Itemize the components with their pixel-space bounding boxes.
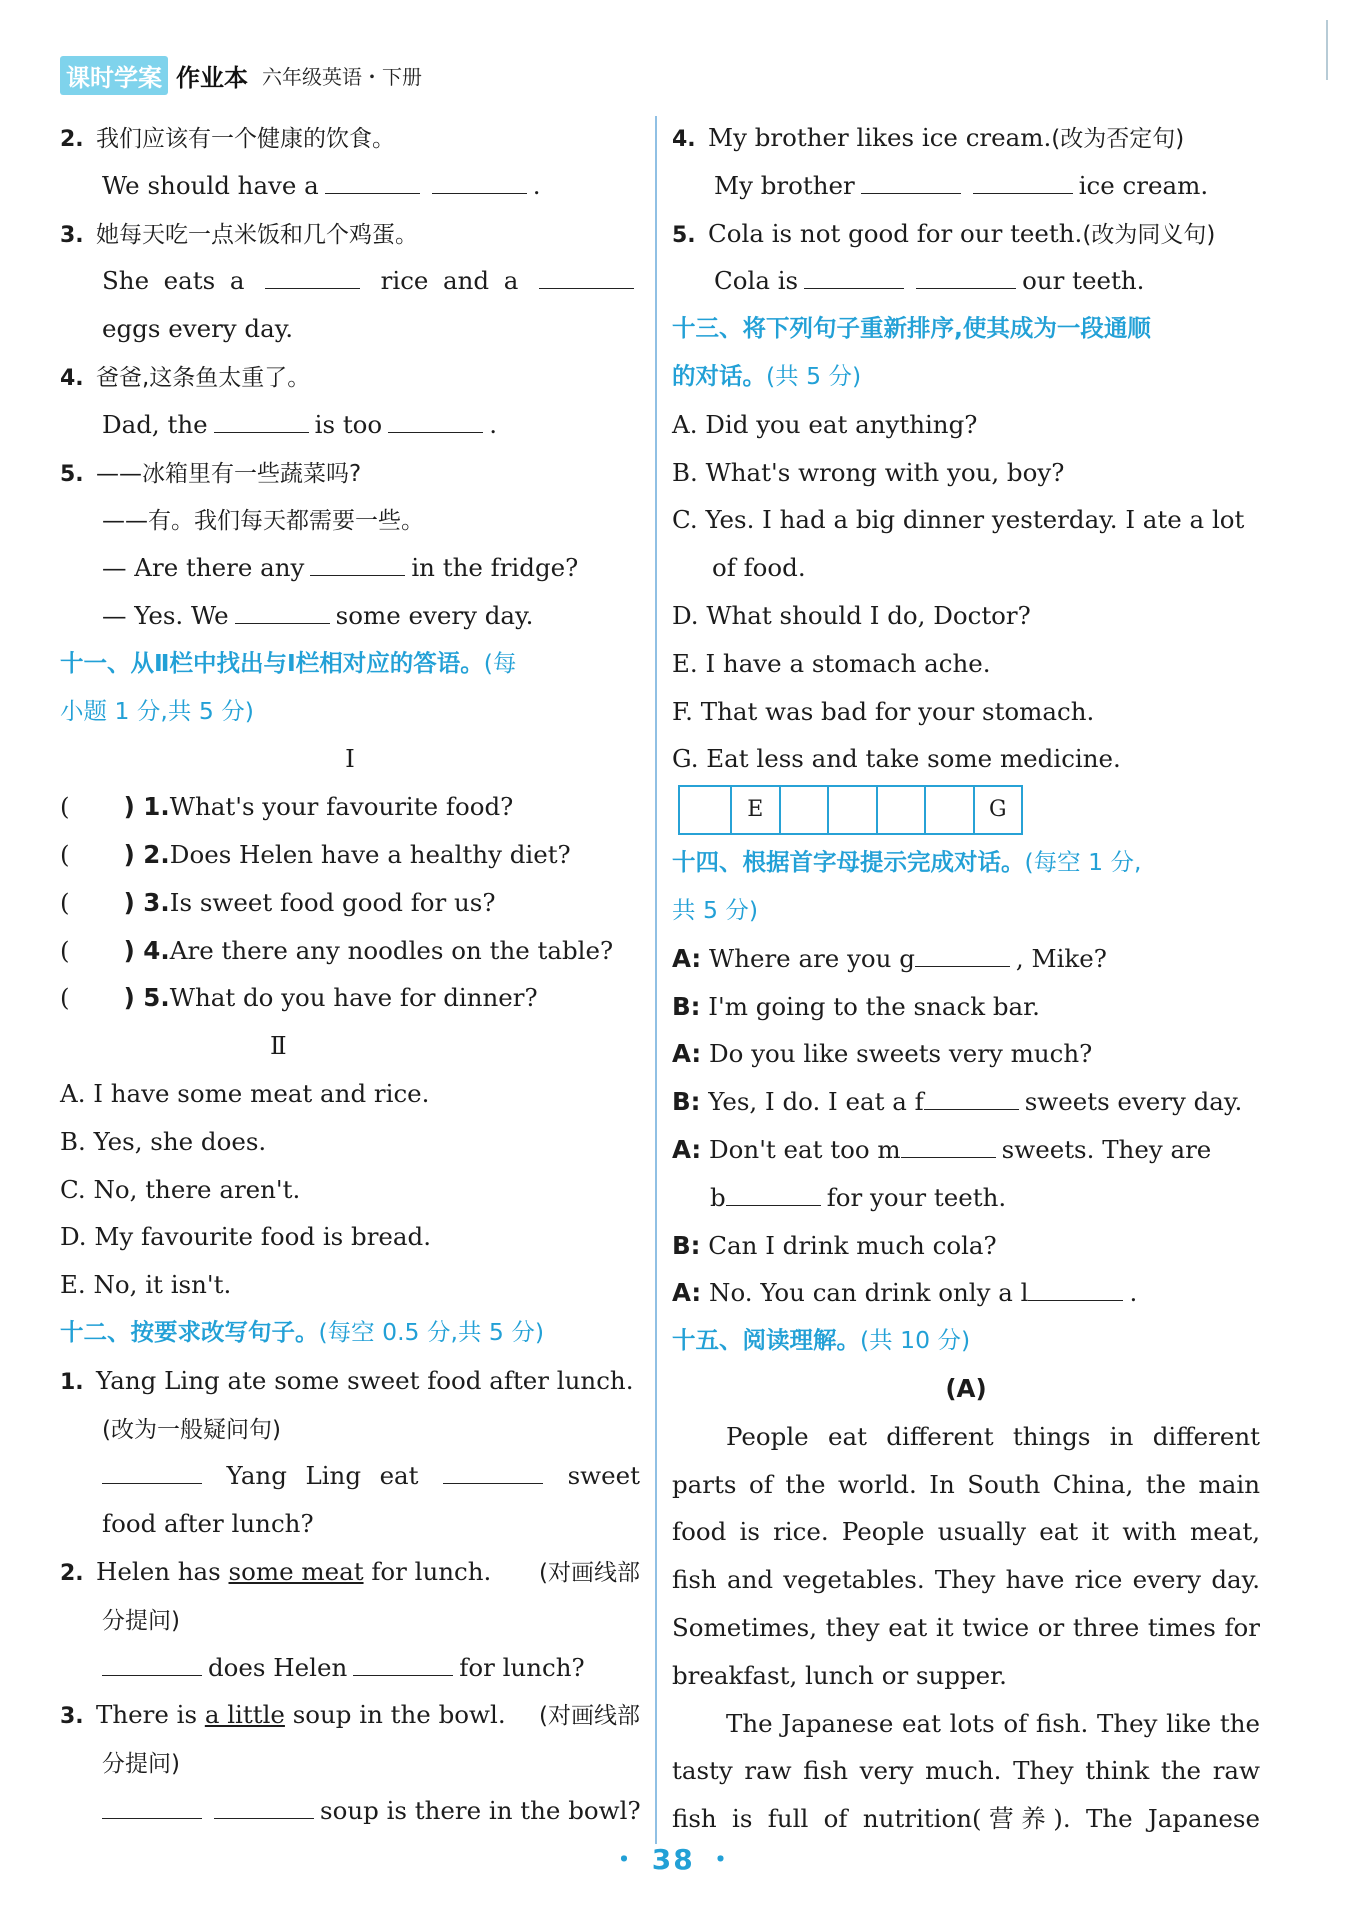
passage-line: fish is full of nutrition(营养). The Japanese bbox=[672, 1804, 1260, 1834]
answer-line: — Yes. We some every day. bbox=[102, 600, 534, 630]
dialogue-line: B: Yes, I do. I eat a f sweets every day. bbox=[672, 1087, 1243, 1117]
answer-line: eggs every day. bbox=[102, 314, 294, 344]
grade-label: 六年级英语・下册 bbox=[262, 64, 422, 89]
passage-line: The Japanese eat lots of fish. They like the bbox=[726, 1708, 1260, 1738]
right-column bbox=[672, 114, 1260, 1843]
answer-blank[interactable] bbox=[915, 965, 1010, 967]
question-line: 3. 她每天吃一点米饭和几个鸡蛋。 bbox=[60, 221, 418, 248]
match-item: ( ) 2. Does Helen have a healthy diet? bbox=[60, 839, 571, 869]
section-heading: 十三、将下列句子重新排序,使其成为一段通顺 bbox=[672, 314, 1151, 343]
match-item: ( ) 4. Are there any noodles on the table? bbox=[60, 935, 614, 965]
answer-line: My brother ice cream. bbox=[714, 170, 1209, 200]
section-heading: 的对话。(共 5 分) bbox=[672, 361, 862, 390]
answer-blank[interactable] bbox=[310, 574, 405, 576]
answer-blank[interactable] bbox=[102, 1482, 202, 1484]
answer-blank[interactable] bbox=[804, 287, 904, 289]
answer-blank[interactable] bbox=[214, 431, 309, 433]
answer-option: A. I have some meat and rice. bbox=[60, 1078, 430, 1108]
answer-blank[interactable] bbox=[102, 1817, 202, 1819]
dialogue-sentence: E. I have a stomach ache. bbox=[672, 648, 991, 678]
left-column bbox=[60, 114, 640, 1835]
brand-label: 课时学案 bbox=[60, 56, 168, 95]
answer-line: Cola is our teeth. bbox=[714, 266, 1145, 296]
match-item: ( ) 3. Is sweet food good for us? bbox=[60, 887, 496, 917]
section-heading: 十四、根据首字母提示完成对话。(每空 1 分, bbox=[672, 848, 1142, 877]
dialogue-line: B: I'm going to the snack bar. bbox=[672, 991, 1040, 1021]
passage-line: parts of the world. In South China, the main bbox=[672, 1469, 1260, 1499]
answer-line: does Helen for lunch? bbox=[60, 1644, 640, 1692]
answer-line: — Are there any in the fridge? bbox=[102, 553, 579, 583]
dialogue-line: B: Can I drink much cola? bbox=[672, 1230, 997, 1260]
question-line: 4. 爸爸,这条鱼太重了。 bbox=[60, 364, 311, 391]
order-cell[interactable] bbox=[678, 785, 732, 835]
order-cell[interactable] bbox=[781, 785, 830, 835]
answer-blank[interactable] bbox=[235, 622, 330, 624]
column-label: I bbox=[345, 744, 355, 774]
column-divider bbox=[655, 116, 657, 1844]
dialogue-sentence: D. What should I do, Doctor? bbox=[672, 600, 1031, 630]
question-line: 1. Yang Ling ate some sweet food after lunch. bbox=[60, 1365, 634, 1395]
section-heading: 十一、从Ⅱ栏中找出与Ⅰ栏相对应的答语。(每 bbox=[60, 648, 517, 677]
question-line: 5. Cola is not good for our teeth.(改为同义句) bbox=[672, 218, 1216, 248]
answer-line: We should have a . bbox=[102, 170, 541, 200]
section-heading: 共 5 分) bbox=[672, 895, 759, 924]
answer-blank[interactable] bbox=[325, 192, 420, 194]
passage-line: People eat different things in different bbox=[726, 1421, 1260, 1451]
dialogue-sentence: of food. bbox=[712, 553, 806, 583]
answer-line: Dad, the is too . bbox=[102, 409, 497, 439]
answer-blank[interactable] bbox=[973, 192, 1073, 194]
dialogue-sentence: G. Eat less and take some medicine. bbox=[672, 744, 1121, 774]
answer-option: D. My favourite food is bread. bbox=[60, 1222, 431, 1252]
answer-blank[interactable] bbox=[901, 1156, 996, 1158]
dialogue-sentence: A. Did you eat anything? bbox=[672, 409, 978, 439]
answer-option: C. No, there aren't. bbox=[60, 1174, 301, 1204]
passage-line: breakfast, lunch or supper. bbox=[672, 1660, 1007, 1690]
answer-blank[interactable] bbox=[539, 287, 634, 289]
question-line: (改为一般疑问句) bbox=[102, 1416, 281, 1443]
answer-blank[interactable] bbox=[388, 431, 483, 433]
order-cell[interactable] bbox=[878, 785, 927, 835]
answer-option: E. No, it isn't. bbox=[60, 1270, 232, 1300]
answer-blank[interactable] bbox=[924, 1108, 1019, 1110]
match-item: ( ) 1. What's your favourite food? bbox=[60, 792, 514, 822]
question-line: 分提问) bbox=[102, 1751, 180, 1778]
order-cell[interactable] bbox=[829, 785, 878, 835]
order-cell[interactable]: E bbox=[732, 785, 781, 835]
answer-line: food after lunch? bbox=[102, 1509, 314, 1539]
question-line: 5. ——冰箱里有一些蔬菜吗? bbox=[60, 460, 362, 487]
dialogue-sentence: B. What's wrong with you, boy? bbox=[672, 457, 1065, 487]
answer-slot[interactable] bbox=[76, 910, 118, 911]
question-line: 2. 我们应该有一个健康的饮食。 bbox=[60, 126, 395, 152]
answer-blank[interactable] bbox=[353, 1674, 453, 1676]
section-heading: 十五、阅读理解。(共 10 分) bbox=[672, 1326, 971, 1355]
column-label: Ⅱ bbox=[270, 1031, 287, 1061]
dialogue-line: A: Where are you g , Mike? bbox=[672, 943, 1107, 973]
dialogue-sentence: F. That was bad for your stomach. bbox=[672, 696, 1095, 726]
answer-blank[interactable] bbox=[861, 192, 961, 194]
answer-blank[interactable] bbox=[214, 1817, 314, 1819]
match-item: ( ) 5. What do you have for dinner? bbox=[60, 983, 538, 1013]
dialogue-sentence: C. Yes. I had a big dinner yesterday. I ate a lot bbox=[672, 505, 1245, 535]
order-cell[interactable]: G bbox=[975, 785, 1024, 835]
question-line: 2. Helen has some meat for lunch. (对画线部 bbox=[60, 1556, 640, 1586]
dialogue-line: b for your teeth. bbox=[710, 1182, 1007, 1212]
answer-blank[interactable] bbox=[102, 1674, 202, 1676]
answer-blank[interactable] bbox=[443, 1482, 543, 1484]
edge-rule bbox=[1326, 20, 1328, 80]
order-answer-grid bbox=[678, 785, 1260, 835]
dialogue-line: A: No. You can drink only a l . bbox=[672, 1278, 1138, 1308]
answer-blank[interactable] bbox=[1028, 1299, 1123, 1301]
answer-blank[interactable] bbox=[726, 1204, 821, 1206]
answer-slot[interactable] bbox=[76, 958, 118, 959]
section-heading: 十二、按要求改写句子。(每空 0.5 分,共 5 分) bbox=[60, 1317, 545, 1346]
answer-blank[interactable] bbox=[916, 287, 1016, 289]
page-header bbox=[60, 56, 422, 94]
answer-slot[interactable] bbox=[76, 862, 118, 863]
page-number: ・ 38 ・ bbox=[610, 1843, 737, 1876]
dialogue-line: A: Do you like sweets very much? bbox=[672, 1039, 1093, 1069]
book-label: 作业本 bbox=[176, 63, 248, 92]
answer-slot[interactable] bbox=[76, 814, 118, 815]
passage-line: fish and vegetables. They have rice every day. bbox=[672, 1565, 1260, 1595]
dialogue-line: A: Don't eat too m sweets. They are bbox=[672, 1134, 1212, 1164]
answer-option: B. Yes, she does. bbox=[60, 1126, 267, 1156]
answer-line: Yang Ling eat sweet bbox=[60, 1452, 640, 1500]
passage-label: (A) bbox=[945, 1373, 987, 1403]
question-line: 3. There is a little soup in the bowl. (对画线部 bbox=[60, 1700, 640, 1730]
section-heading: 小题 1 分,共 5 分) bbox=[60, 696, 254, 725]
order-cell[interactable] bbox=[926, 785, 975, 835]
answer-blank[interactable] bbox=[432, 192, 527, 194]
question-line: 分提问) bbox=[102, 1607, 180, 1634]
question-line: 4. My brother likes ice cream.(改为否定句) bbox=[672, 123, 1185, 152]
question-line: ——有。我们每天都需要一些。 bbox=[102, 508, 424, 535]
passage-line: tasty raw fish very much. They think the raw bbox=[672, 1756, 1260, 1786]
answer-slot[interactable] bbox=[76, 1005, 118, 1006]
answer-line: soup is there in the bowl? bbox=[60, 1787, 640, 1835]
answer-line: She eats a rice and a bbox=[60, 257, 640, 305]
answer-blank[interactable] bbox=[265, 287, 360, 289]
passage-line: food is rice. People usually eat it with meat, bbox=[672, 1517, 1260, 1547]
passage-line: Sometimes, they eat it twice or three times for bbox=[672, 1612, 1260, 1642]
